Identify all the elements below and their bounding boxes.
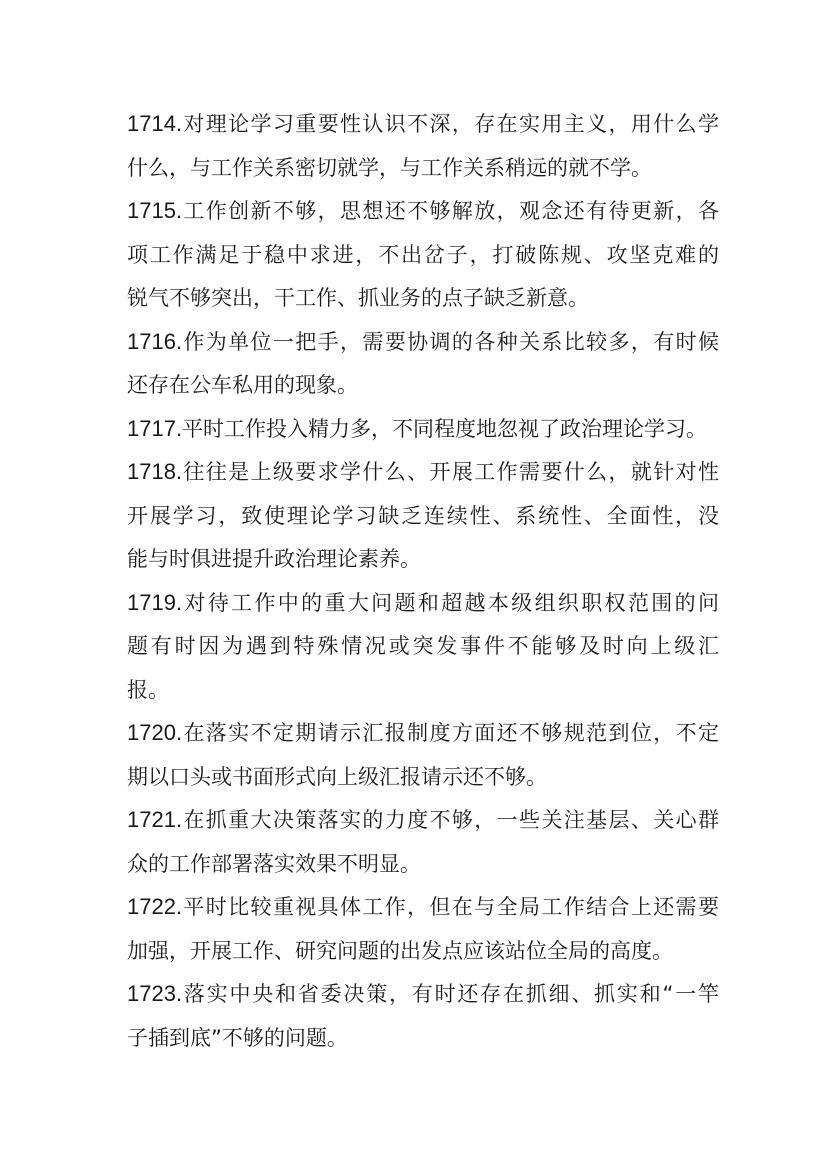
item-text: 工作创新不够，思想还不够解放，观念还有待更新，各: [182, 199, 719, 223]
item-number: 1717.: [127, 415, 183, 441]
list-item: [127, 411, 719, 455]
item-text: 期以口头或书面形式向上级汇报请示还不够。: [127, 764, 547, 789]
item-text: 锐气不够突出，干工作、抓业务的点子缺乏新意。: [127, 286, 589, 310]
item-number: 1718.: [127, 459, 183, 484]
list-item: [127, 106, 719, 193]
list-item: [127, 976, 719, 1063]
item-line: [127, 802, 719, 846]
item-line: [127, 585, 719, 629]
item-text: 往往是上级要求学什么、开展工作需要什么，就针对性: [182, 460, 719, 484]
item-line: [127, 324, 719, 368]
item-line: [127, 193, 719, 237]
item-text: 在落实不定期请示汇报制度方面还不够规范到位，不定: [182, 721, 719, 745]
list-item: [127, 889, 719, 976]
item-line: [127, 759, 719, 803]
item-line: [127, 933, 719, 977]
item-number: 1723.: [127, 981, 183, 1006]
item-line: [127, 889, 719, 933]
item-text: 平时比较重视具体工作，但在与全局工作结合上还需要: [182, 895, 719, 919]
item-text: 作为单位一把手，需要协调的各种关系比较多，有时候: [182, 329, 719, 354]
item-text: 什么，与工作关系密切就学，与工作关系稍远的就不学。: [127, 155, 652, 180]
item-number: 1720.: [127, 720, 183, 745]
item-number: 1719.: [127, 589, 183, 615]
item-number: 1715.: [127, 198, 183, 223]
item-text: 对理论学习重要性认识不深，存在实用主义，用什么学: [182, 112, 719, 136]
list-item: [127, 585, 719, 716]
item-text: 加强，开展工作、研究问题的出发点应该站位全局的高度。: [127, 938, 673, 963]
item-text: 能与时俱进提升政治理论素养。: [127, 547, 421, 571]
item-line: [127, 715, 719, 759]
item-number: 1721.: [127, 807, 183, 832]
item-line: [127, 411, 719, 455]
list-item: [127, 193, 719, 324]
item-number: 1722.: [127, 894, 183, 919]
item-line: [127, 150, 719, 194]
list-item: [127, 454, 719, 585]
item-line: [127, 976, 719, 1020]
item-line: [127, 672, 719, 716]
item-text: 还存在公车私用的现象。: [127, 373, 358, 397]
item-line: [127, 498, 719, 542]
item-line: [127, 1020, 719, 1064]
item-line: [127, 237, 719, 281]
item-text: 平时工作投入精力多，不同程度地忽视了政治理论学习。: [182, 416, 708, 441]
item-text: 开展学习，致使理论学习缺乏连续性、系统性、全面性，没: [127, 503, 719, 528]
list-item: [127, 324, 719, 411]
item-line: [127, 106, 719, 150]
document-body: [127, 106, 719, 1063]
item-line: [127, 846, 719, 890]
list-item: [127, 802, 719, 889]
item-text: 落实中央和省委决策，有时还存在抓细、抓实和“一竿: [182, 982, 719, 1006]
item-line: [127, 280, 719, 324]
item-text: 子插到底”不够的问题。: [127, 1025, 348, 1050]
item-text: 在抓重大决策落实的力度不够，一些关注基层、关心群: [182, 808, 719, 832]
item-text: 对待工作中的重大问题和超越本级组织职权范围的问: [182, 590, 719, 615]
item-line: [127, 541, 719, 585]
item-line: [127, 628, 719, 672]
item-text: 众的工作部署落实效果不明显。: [127, 851, 421, 876]
item-text: 题有时因为遇到特殊情况或突发事件不能够及时向上级汇: [127, 634, 719, 658]
item-line: [127, 367, 719, 411]
item-number: 1714.: [127, 111, 183, 136]
item-number: 1716.: [127, 328, 183, 354]
item-line: [127, 454, 719, 498]
list-item: [127, 715, 719, 802]
item-text: 报。: [127, 677, 169, 702]
item-text: 项工作满足于稳中求进，不出岔子，打破陈规、攻坚克难的: [127, 242, 719, 267]
